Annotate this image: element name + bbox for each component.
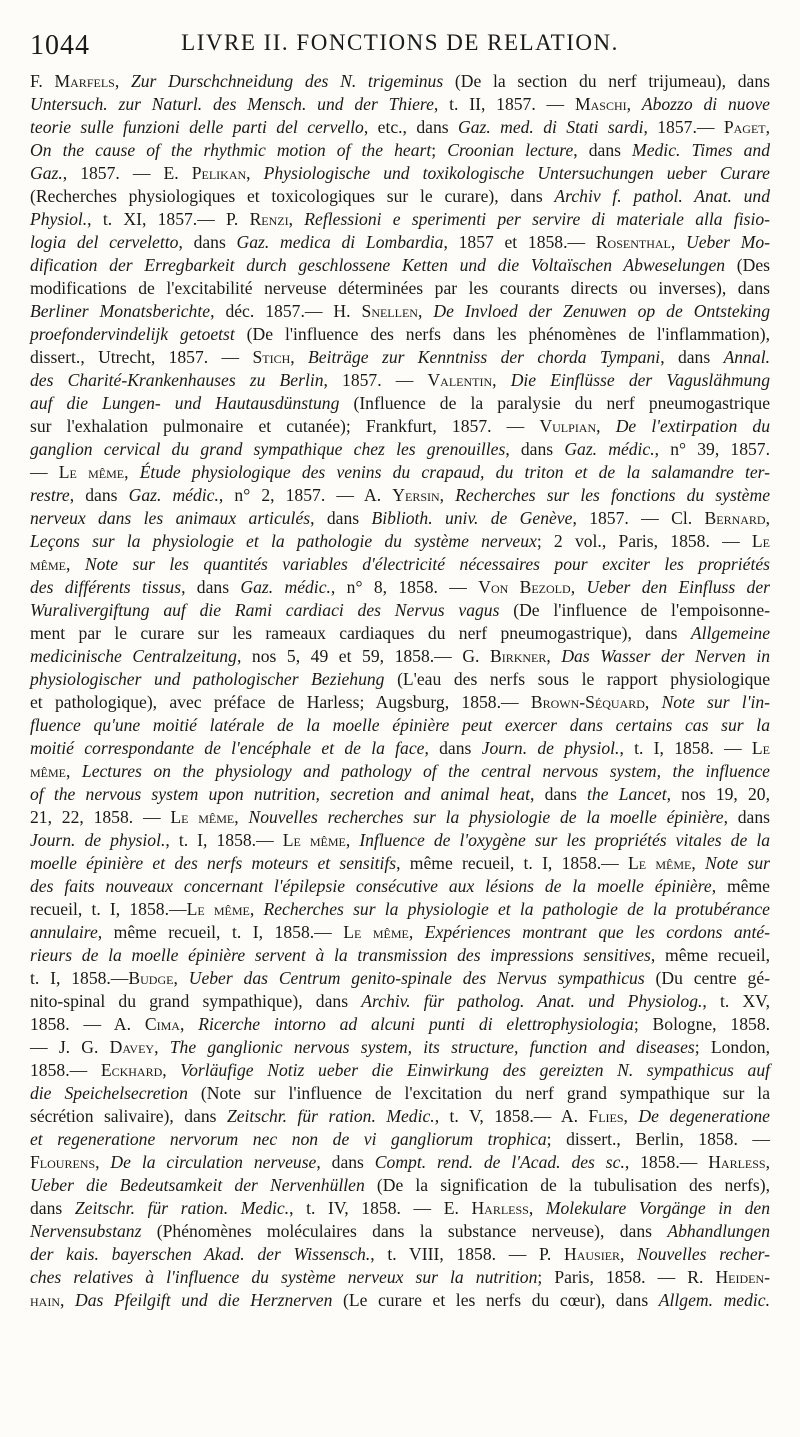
author-name-run: Budge (128, 968, 174, 988)
italic-title-run: Croonian lecture (447, 140, 574, 160)
italic-title-run: Gaz. med. di Stati sardi (457, 117, 644, 137)
text-line (30, 139, 770, 162)
text-run: , t. VIII, 1858. — P. (370, 1244, 564, 1264)
text-run: , t. XV, (702, 991, 770, 1011)
text-run: , t. IV, 1858. — E. (289, 1198, 472, 1218)
author-name-run: Pelikan (191, 163, 247, 183)
italic-title-run: nerveux dans les animaux articulés (30, 508, 311, 528)
author-name-run: Eckhard (100, 1060, 163, 1080)
text-run: , (114, 71, 131, 91)
text-line (30, 208, 770, 231)
italic-title-run: Note sur l'in- (661, 692, 771, 712)
italic-title-run: moitié correspondante de l'encéphale et de la face (30, 738, 425, 758)
text-run: , n° 39, 1857. (654, 439, 770, 459)
italic-title-run: De l'extirpation du (615, 416, 771, 436)
text-run: , (179, 1014, 199, 1034)
text-line (30, 461, 770, 484)
text-line (30, 277, 770, 300)
text-run: (Phénomènes moléculaires dans la substance nerveuse), dans (141, 1221, 668, 1241)
author-name-run: Paget (723, 117, 766, 137)
italic-title-run: Recherches sur la physiologie et la pathologie de la protubérance (263, 899, 770, 919)
text-run: (Recherches physiologiques et toxicologiques sur le curare), dans (30, 186, 555, 206)
text-run: , (691, 853, 706, 873)
text-run: 1858. — A. (30, 1014, 145, 1034)
text-run: , (439, 485, 456, 505)
text-run: 1858.— (30, 1060, 101, 1080)
text-run: (Influence de la paralysie du nerf pneumogastrique (339, 393, 771, 413)
italic-title-run: Berliner Monatsberichte (30, 301, 211, 321)
text-run: , (417, 301, 434, 321)
text-line (30, 1243, 770, 1266)
author-name-run: Flies (588, 1106, 624, 1126)
italic-title-run: De la circulation nerveuse (110, 1152, 317, 1172)
text-run: , 1857. — (323, 370, 428, 390)
italic-title-run: Nervensubstanz (30, 1221, 142, 1241)
text-run: — (30, 462, 59, 482)
italic-title-run: Ueber Mo- (686, 232, 771, 252)
italic-title-run: Archiv. für patholog. Anat. und Physiolog. (361, 991, 703, 1011)
text-line (30, 576, 770, 599)
italic-title-run: Journ. de physiol. (30, 830, 166, 850)
text-run: , (765, 1152, 770, 1172)
author-name-run: Le même (282, 830, 346, 850)
text-run: , (60, 1290, 75, 1310)
italic-title-run: ganglion cervical du grand sympathique chez les grenouilles (30, 439, 506, 459)
italic-title-run: Étude physiologique des venins du crapaud, du triton et de la salamandre ter- (139, 462, 770, 482)
text-run: ; (431, 140, 448, 160)
text-run: (De l'influence des nerfs dans les phénomènes de l'inflammation), (234, 324, 770, 344)
text-line (30, 1197, 770, 1220)
text-run: , dans (505, 439, 565, 459)
text-line (30, 1220, 770, 1243)
page-number: 1044 (30, 30, 90, 61)
author-name-run: Le même (628, 853, 692, 873)
author-name-run: Snellen (361, 301, 418, 321)
italic-title-run: rieurs de la moelle épinière servent à la transmission des impressions sensitives (30, 945, 651, 965)
text-run: , (623, 1106, 639, 1126)
author-name-run: Le (751, 531, 770, 551)
italic-title-run: Gaz. (30, 163, 63, 183)
text-line (30, 1289, 770, 1312)
italic-title-run: Gaz. médic. (128, 485, 219, 505)
author-name-run: Hausier (563, 1244, 621, 1264)
text-line (30, 1128, 770, 1151)
italic-title-run: Gaz. médic. (564, 439, 655, 459)
text-run: , déc. 1857.— H. (210, 301, 362, 321)
italic-title-run: Nouvelles recher- (637, 1244, 770, 1264)
text-line (30, 484, 770, 507)
italic-title-run: Journ. de physiol. (481, 738, 620, 758)
text-line (30, 990, 770, 1013)
italic-title-run: Molekulare Vorgänge in den (545, 1198, 770, 1218)
text-run: , dans (723, 807, 771, 827)
italic-title-run: Biblioth. univ. de Genève (371, 508, 573, 528)
italic-title-run: Recherches sur les fonctions du système (455, 485, 770, 505)
author-name-run: Valentin (427, 370, 493, 390)
italic-title-run: Abhandlungen (667, 1221, 770, 1241)
text-line (30, 737, 770, 760)
text-line (30, 415, 770, 438)
italic-title-run: Physiologische und toxikologische Untersuchungen ueber Curare (263, 163, 770, 183)
text-run: , dans (660, 347, 724, 367)
text-line (30, 967, 770, 990)
text-run: , (492, 370, 511, 390)
italic-title-run: Zeitschr. für ration. Medic. (74, 1198, 290, 1218)
italic-title-run: The ganglionic nervous system, its structure, function and diseases (169, 1037, 695, 1057)
text-line (30, 185, 770, 208)
text-run: dissert., Utrecht, 1857. — (30, 347, 253, 367)
text-run: , (154, 1037, 170, 1057)
text-run: , (570, 577, 587, 597)
text-run: t. I, 1858.— (30, 968, 129, 988)
text-line (30, 806, 770, 829)
author-name-run: Le même (186, 899, 250, 919)
author-name-run: Von Bezold (478, 577, 571, 597)
italic-title-run: Lectures on the physiology and pathology of the central nervous system, the influence (81, 761, 770, 781)
text-run: , dans (573, 140, 633, 160)
text-line (30, 760, 770, 783)
author-name-run: même (30, 761, 66, 781)
text-line (30, 254, 770, 277)
italic-title-run: De Invloed der Zenuwen op de Ontsteking (433, 301, 770, 321)
text-run: , nos 5, 49 et 59, 1858.— G. (236, 646, 490, 666)
author-name-run: même (30, 554, 66, 574)
italic-title-run: Physiol. (30, 209, 88, 229)
text-run: , (290, 347, 309, 367)
text-line (30, 829, 770, 852)
bibliography-text (30, 70, 770, 1312)
text-run: ; Bologne, 1858. (633, 1014, 771, 1034)
author-name-run: Renzi (249, 209, 289, 229)
italic-title-run: des faits nouveaux concernant l'épilepsie consécutive aux lésions de la moelle épinière (30, 876, 712, 896)
text-run: nito-spinal du grand sympathique), dans (30, 991, 362, 1011)
italic-title-run: De degeneratione (638, 1106, 770, 1126)
text-run: (Le curare et les nerfs du cœur), dans (332, 1290, 659, 1310)
italic-title-run: Zeitschr. für ration. Medic. (226, 1106, 435, 1126)
author-name-run: Maschi (574, 94, 627, 114)
text-line (30, 300, 770, 323)
italic-title-run: teorie sulle funzioni delle parti del cervello (30, 117, 364, 137)
text-run: , n° 8, 1858. — (330, 577, 479, 597)
italic-title-run: Ueber die Bedeutsamkeit der Nervenhüllen (30, 1175, 365, 1195)
text-line (30, 668, 770, 691)
text-run: ; dissert., Berlin, 1858. — (546, 1129, 770, 1149)
italic-title-run: Das Wasser der Nerven in (561, 646, 771, 666)
text-run: , (408, 922, 425, 942)
italic-title-run: medicinische Centralzeitung (30, 646, 237, 666)
author-name-run: Le même (343, 922, 409, 942)
text-line (30, 645, 770, 668)
italic-title-run: Annal. (723, 347, 770, 367)
italic-title-run: the Lancet (587, 784, 667, 804)
text-run: (L'eau des nerfs sous le rapport physiologique (384, 669, 770, 689)
text-run: , t. I, 1858. — (619, 738, 752, 758)
italic-title-run: die Speichelsecretion (30, 1083, 188, 1103)
text-run: — J. G. (30, 1037, 110, 1057)
text-line (30, 898, 770, 921)
text-run: , (345, 830, 360, 850)
text-run: , t. II, 1857. — (433, 94, 575, 114)
author-name-run: Rosenthal (595, 232, 671, 252)
text-line (30, 944, 770, 967)
italic-title-run: Leçons sur la physiologie et la pathologie du système nerveux (30, 531, 537, 551)
italic-title-run: et regeneratione nervorum nec non de vi gangliorum trophica (30, 1129, 547, 1149)
text-run: , dans (69, 485, 129, 505)
text-line (30, 1174, 770, 1197)
text-run: , 1857 et 1858.— (443, 232, 596, 252)
text-run: , 1857.— (643, 117, 724, 137)
italic-title-run: Compt. rend. de l'Acad. des sc. (374, 1152, 625, 1172)
italic-title-run: Note sur (705, 853, 770, 873)
text-line (30, 162, 770, 185)
author-name-run: Birkner (489, 646, 547, 666)
author-name-run: Le même (170, 807, 235, 827)
italic-title-run: des Charité-Krankenhauses zu Berlin (30, 370, 324, 390)
text-run: , (173, 968, 189, 988)
text-line (30, 507, 770, 530)
text-run: , (528, 1198, 546, 1218)
italic-title-run: Das Pfeilgift und die Herznerven (75, 1290, 333, 1310)
author-name-run: Marfels (54, 71, 115, 91)
text-line (30, 116, 770, 139)
text-run: , etc., dans (363, 117, 458, 137)
text-run: , (162, 1060, 181, 1080)
text-run: ; 2 vol., Paris, 1858. — (536, 531, 752, 551)
italic-title-run: Die Einflüsse der Vaguslähmung (510, 370, 771, 390)
italic-title-run: Archiv f. pathol. Anat. und (554, 186, 771, 206)
text-run: , (246, 163, 264, 183)
text-line (30, 231, 770, 254)
author-name-run: hain (30, 1290, 60, 1310)
text-run: , (765, 117, 771, 137)
text-line (30, 852, 770, 875)
italic-title-run: Nouvelles recherches sur la physiologie de la moelle épinière (248, 807, 724, 827)
text-run: , (234, 807, 249, 827)
text-run: et pathologique), avec préface de Harless; Augsburg, 1858.— (30, 692, 531, 712)
author-name-run: Cima (144, 1014, 180, 1034)
text-line (30, 346, 770, 369)
text-run: F. (30, 71, 55, 91)
text-run: , dans (181, 577, 241, 597)
text-run: ; Paris, 1858. — R. (537, 1267, 716, 1287)
page-header (30, 30, 770, 66)
text-run: modifications de l'excitabilité nerveuse déterminées par les courants directs ou inverses), dans (30, 278, 770, 298)
text-run: (De l'influence de l'empoisonne- (499, 600, 770, 620)
text-run: 21, 22, 1858. — (30, 807, 171, 827)
italic-title-run: moelle épinière et des nerfs moteurs et sensitifs (30, 853, 397, 873)
author-name-run: Harless (471, 1198, 529, 1218)
text-line (30, 392, 770, 415)
text-run: , (66, 761, 82, 781)
text-line (30, 921, 770, 944)
text-run: , (670, 232, 687, 252)
text-line (30, 530, 770, 553)
italic-title-run: auf die Lungen- und Hautausdünstung (30, 393, 340, 413)
text-line (30, 93, 770, 116)
italic-title-run: proefondervindelijk getoetst (30, 324, 235, 344)
text-line (30, 438, 770, 461)
italic-title-run: Ueber das Centrum genito-spinale des Nervus sympathicus (188, 968, 645, 988)
text-line (30, 1013, 770, 1036)
italic-title-run: Note sur les quantités variables d'électricité nécessaires pour exciter les propriétés (84, 554, 771, 574)
text-run: sécrétion salivaire), dans (30, 1106, 227, 1126)
italic-title-run: of the nervous system upon nutrition, secretion and animal heat (30, 784, 531, 804)
text-run: , 1857. — E. (62, 163, 192, 183)
italic-title-run: restre (30, 485, 70, 505)
text-run: , dans (316, 1152, 375, 1172)
running-title: LIVRE II. FONCTIONS DE RELATION. (181, 30, 619, 55)
text-run: , même recueil, t. I, 1858.— (97, 922, 344, 942)
italic-title-run: der kais. bayerschen Akad. der Wissensch. (30, 1244, 371, 1264)
text-run: , dans (424, 738, 482, 758)
author-name-run: Bernard (704, 508, 766, 528)
italic-title-run: Wuralivergiftung auf die Rami cardiaci des Nervus vagus (30, 600, 500, 620)
text-run: dans (30, 1198, 75, 1218)
text-line (30, 323, 770, 346)
italic-title-run: Abozzo di nuove (641, 94, 770, 114)
text-line (30, 1151, 770, 1174)
italic-title-run: fluence qu'une moitié latérale de la moelle épinière peut exercer dans certains cas sur la (30, 715, 770, 735)
text-run: (Note sur l'influence de l'excitation du nerf grand sympathique sur la (187, 1083, 770, 1103)
text-run: , 1857. — Cl. (572, 508, 705, 528)
text-run: , même recueil, t. I, 1858.— (396, 853, 629, 873)
author-name-run: Harless (708, 1152, 766, 1172)
text-run: (Des (725, 255, 770, 275)
text-run: (De la section du nerf trijumeau), dans (443, 71, 770, 91)
text-line (30, 875, 770, 898)
text-run: , t. V, 1858.— A. (434, 1106, 589, 1126)
text-run: , même (711, 876, 770, 896)
italic-title-run: dification der Erregbarkeit durch geschlossene Ketten und die Voltaïschen Abweselungen (30, 255, 726, 275)
text-line (30, 783, 770, 806)
italic-title-run: Allgemeine (690, 623, 770, 643)
author-name-run: Le même (58, 462, 125, 482)
author-name-run: Vulpian (539, 416, 597, 436)
italic-title-run: Ueber den Einfluss der (586, 577, 770, 597)
italic-title-run: Untersuch. zur Naturl. des Mensch. und der Thiere (30, 94, 434, 114)
text-run: sur l'exhalation pulmonaire et cutanée); Frankfurt, 1857. — (30, 416, 540, 436)
text-run: ment par le curare sur les rameaux cardiaques du nerf pneumogastrique), dans (30, 623, 691, 643)
text-run: , (288, 209, 305, 229)
text-run: ; London, (694, 1037, 770, 1057)
text-line (30, 1059, 770, 1082)
text-run: , nos 19, 20, (666, 784, 771, 804)
author-name-run: Heiden- (715, 1267, 771, 1287)
text-run: , (620, 1244, 638, 1264)
text-run: , (626, 94, 642, 114)
text-run: , (765, 508, 770, 528)
italic-title-run: Vorläufige Notiz ueber die Einwirkung des gereizten N. sympathicus auf (180, 1060, 771, 1080)
italic-title-run: Allgem. medic. (658, 1290, 770, 1310)
text-run: , n° 2, 1857. — A. (218, 485, 393, 505)
text-line (30, 553, 770, 576)
author-name-run: Yersin (392, 485, 440, 505)
text-run: (De la signification de la tubulisation des nerfs), (364, 1175, 770, 1195)
text-line (30, 622, 770, 645)
text-line (30, 1036, 770, 1059)
text-line (30, 691, 770, 714)
author-name-run: Stich (252, 347, 291, 367)
italic-title-run: Gaz. médic. (240, 577, 331, 597)
text-line (30, 1266, 770, 1289)
text-line (30, 1082, 770, 1105)
italic-title-run: Expériences montrant que les cordons anté- (424, 922, 771, 942)
author-name-run: Brown-Séquard (530, 692, 645, 712)
italic-title-run: Beiträge zur Kenntniss der chorda Tympani (308, 347, 661, 367)
text-line (30, 369, 770, 392)
text-run: , (249, 899, 264, 919)
text-run: , (644, 692, 662, 712)
italic-title-run: Medic. Times and (632, 140, 770, 160)
text-run: , (546, 646, 562, 666)
author-name-run: Flourens (30, 1152, 96, 1172)
italic-title-run: Reflessioni e sperimenti per servire di materiale alla fisio- (304, 209, 771, 229)
text-run: , (596, 416, 616, 436)
italic-title-run: Influence de l'oxygène sur les propriétés vitales de la (359, 830, 771, 850)
text-run: , même recueil, (650, 945, 770, 965)
text-run: , dans (310, 508, 372, 528)
italic-title-run: ches relatives à l'influence du système nerveux sur la nutrition (30, 1267, 538, 1287)
text-run: , dans (178, 232, 237, 252)
text-run: , 1858.— (624, 1152, 709, 1172)
text-run: , (66, 554, 85, 574)
italic-title-run: Gaz. medica di Lombardia (236, 232, 444, 252)
text-line (30, 599, 770, 622)
italic-title-run: On the cause of the rhythmic motion of the heart (30, 140, 432, 160)
italic-title-run: logia del cerveletto (30, 232, 179, 252)
author-name-run: Le (751, 738, 770, 758)
italic-title-run: Ricerche intorno ad alcuni punti di elettrophysiologia (198, 1014, 634, 1034)
text-line (30, 70, 770, 93)
text-run: , t. XI, 1857.— P. (87, 209, 250, 229)
italic-title-run: Zur Durschchneidung des N. trigeminus (130, 71, 444, 91)
italic-title-run: physiologischer und pathologischer Beziehung (30, 669, 385, 689)
text-run: (Du centre gé- (644, 968, 770, 988)
text-line (30, 714, 770, 737)
text-run: , dans (530, 784, 588, 804)
text-run: recueil, t. I, 1858.— (30, 899, 187, 919)
italic-title-run: des différents tissus (30, 577, 182, 597)
italic-title-run: annulaire (30, 922, 98, 942)
text-run: , (95, 1152, 111, 1172)
text-run: , t. I, 1858.— (165, 830, 283, 850)
text-run: , (124, 462, 140, 482)
author-name-run: Davey (109, 1037, 155, 1057)
text-line (30, 1105, 770, 1128)
